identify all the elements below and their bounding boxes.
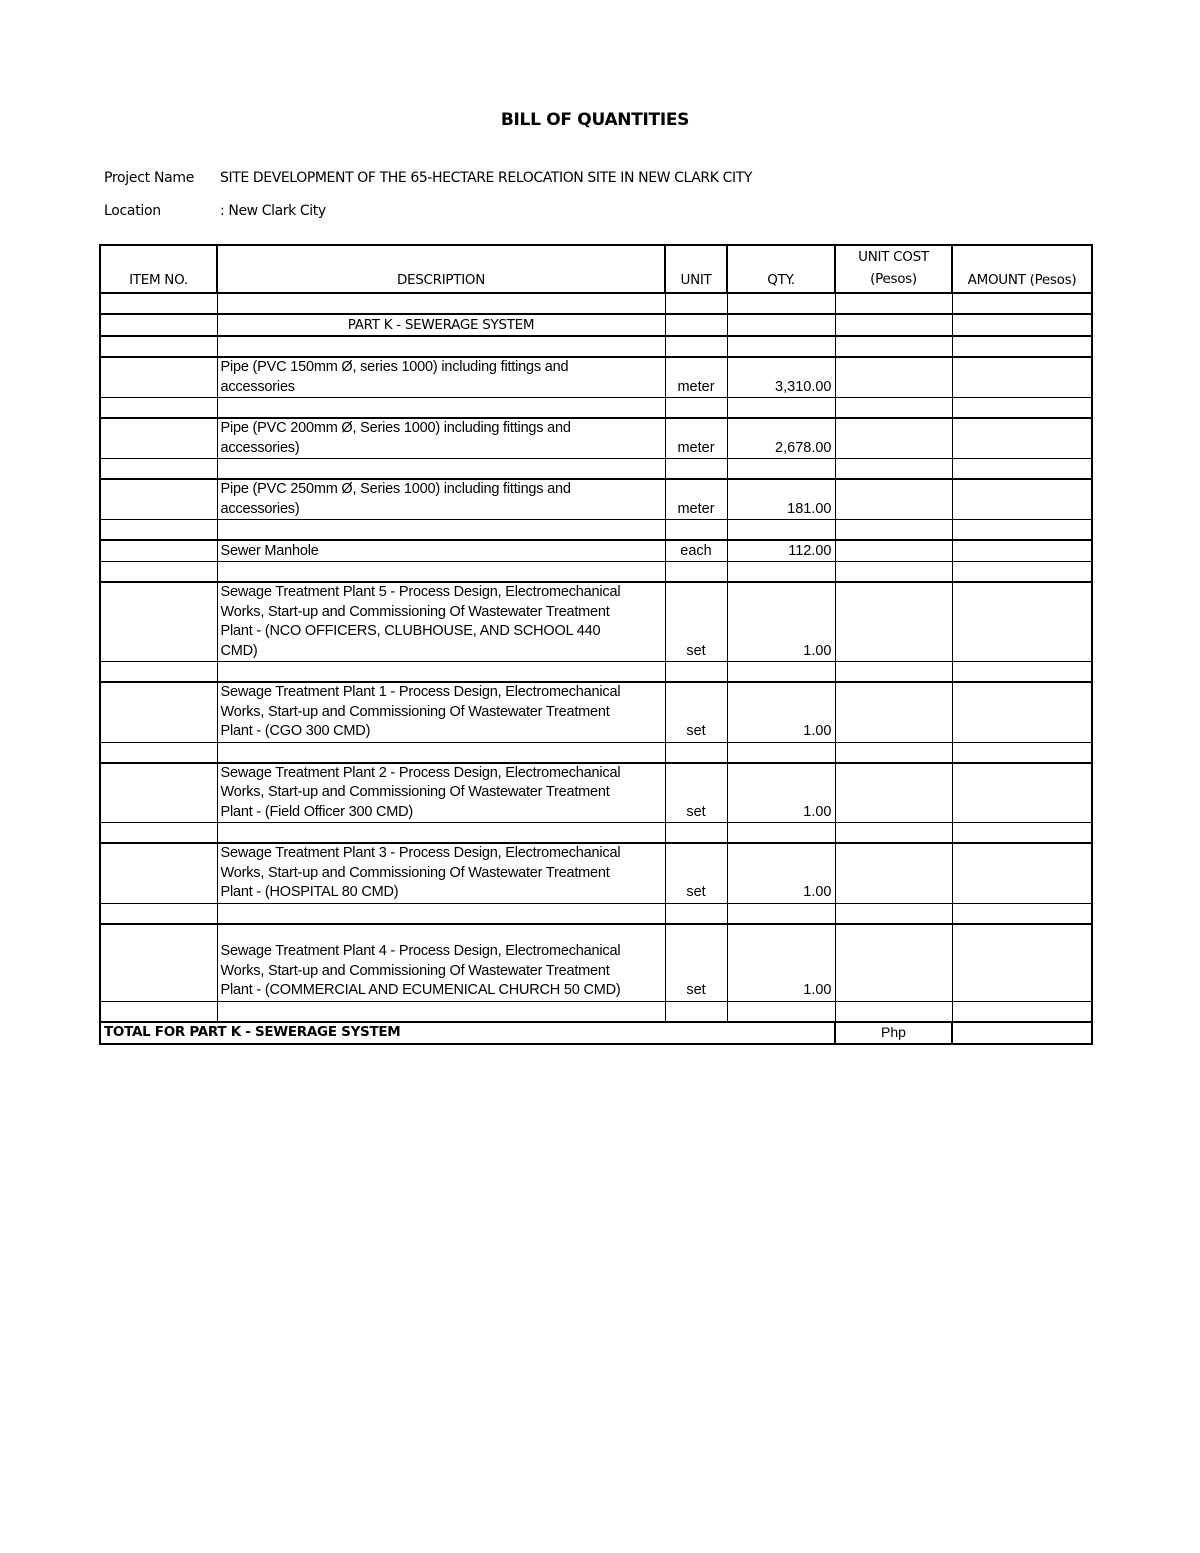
total-currency: Php	[835, 1022, 952, 1044]
item-unit-cost	[835, 843, 952, 903]
item-no-cell	[100, 763, 217, 823]
table-row	[100, 540, 1092, 562]
table-header-row	[100, 245, 1092, 293]
header-unit: UNIT	[665, 245, 727, 293]
item-description: Pipe (PVC 250mm Ø, Series 1000) including fittings and accessories)	[217, 479, 665, 520]
item-no-cell	[100, 418, 217, 459]
item-unit: set	[665, 682, 727, 742]
item-qty: 1.00	[727, 843, 835, 903]
table-row	[100, 682, 1092, 742]
item-amount	[952, 540, 1092, 562]
section-title: PART K - SEWERAGE SYSTEM	[217, 314, 665, 336]
item-unit-cost	[835, 418, 952, 459]
header-unit-cost-line1: UNIT COST	[858, 249, 929, 265]
item-description: Sewage Treatment Plant 3 - Process Design, Electromechanical Works, Start-up and Commissioning Of Wastewater Treatment Plant - (HOSPITAL 80 CMD)	[217, 843, 665, 903]
item-unit-cost	[835, 763, 952, 823]
item-unit-cost	[835, 582, 952, 662]
item-no-cell	[100, 682, 217, 742]
table-row	[100, 357, 1092, 398]
header-unit-cost-line2: (Pesos)	[870, 271, 917, 287]
item-no-cell	[100, 540, 217, 562]
item-unit: each	[665, 540, 727, 562]
item-no-cell	[100, 479, 217, 520]
item-description: Pipe (PVC 200mm Ø, Series 1000) including fittings and accessories)	[217, 418, 665, 459]
item-amount	[952, 924, 1092, 1002]
spacer-row	[100, 742, 1092, 763]
header-amount: AMOUNT (Pesos)	[952, 245, 1092, 293]
table-row	[100, 924, 1092, 1002]
item-qty: 1.00	[727, 924, 835, 1002]
total-row	[100, 1022, 1092, 1044]
spacer-row	[100, 398, 1092, 419]
item-qty: 2,678.00	[727, 418, 835, 459]
header-description: DESCRIPTION	[217, 245, 665, 293]
table-row	[100, 479, 1092, 520]
item-no-cell	[100, 924, 217, 1002]
item-qty: 181.00	[727, 479, 835, 520]
table-row	[100, 418, 1092, 459]
header-qty: QTY.	[727, 245, 835, 293]
item-amount	[952, 843, 1092, 903]
location-label: Location	[104, 203, 161, 219]
item-qty: 3,310.00	[727, 357, 835, 398]
spacer-row	[100, 459, 1092, 480]
spacer-row	[100, 1001, 1092, 1022]
item-amount	[952, 357, 1092, 398]
item-qty: 112.00	[727, 540, 835, 562]
document-title: BILL OF QUANTITIES	[500, 110, 690, 130]
item-description: Sewage Treatment Plant 2 - Process Design, Electromechanical Works, Start-up and Commissioning Of Wastewater Treatment Plant - (Field Officer 300 CMD)	[217, 763, 665, 823]
item-description: Sewage Treatment Plant 5 - Process Design, Electromechanical Works, Start-up and Commissioning Of Wastewater Treatment Plant - (NCO OFFICERS, CLUBHOUSE, AND SCHOOL 440 CMD)	[217, 582, 665, 662]
project-name-label: Project Name	[104, 170, 195, 186]
item-unit: set	[665, 582, 727, 662]
spacer-row	[100, 903, 1092, 924]
item-description: Sewer Manhole	[217, 540, 665, 562]
item-amount	[952, 479, 1092, 520]
item-amount	[952, 582, 1092, 662]
item-amount	[952, 418, 1092, 459]
header-item-no: ITEM NO.	[100, 245, 217, 293]
item-unit: set	[665, 843, 727, 903]
item-unit-cost	[835, 540, 952, 562]
item-qty: 1.00	[727, 582, 835, 662]
item-no-cell	[100, 843, 217, 903]
item-amount	[952, 682, 1092, 742]
bill-of-quantities-table	[99, 244, 1093, 1045]
header-unit-cost	[835, 245, 952, 293]
spacer-row	[100, 823, 1092, 844]
total-amount	[952, 1022, 1092, 1044]
item-unit: set	[665, 763, 727, 823]
item-unit-cost	[835, 924, 952, 1002]
item-unit-cost	[835, 357, 952, 398]
spacer-row	[100, 562, 1092, 583]
item-unit: set	[665, 924, 727, 1002]
table-row	[100, 843, 1092, 903]
item-no-cell	[100, 582, 217, 662]
spacer-row	[100, 662, 1092, 683]
location-value: : New Clark City	[220, 203, 326, 219]
item-amount	[952, 763, 1092, 823]
section-row	[100, 314, 1092, 336]
project-name-value: SITE DEVELOPMENT OF THE 65-HECTARE RELOCATION SITE IN NEW CLARK CITY	[220, 170, 753, 186]
item-unit-cost	[835, 479, 952, 520]
total-label: TOTAL FOR PART K - SEWERAGE SYSTEM	[100, 1022, 835, 1044]
table-row	[100, 763, 1092, 823]
item-unit: meter	[665, 418, 727, 459]
item-qty: 1.00	[727, 763, 835, 823]
item-description: Sewage Treatment Plant 1 - Process Design, Electromechanical Works, Start-up and Commissioning Of Wastewater Treatment Plant - (CGO 300 CMD)	[217, 682, 665, 742]
spacer-row	[100, 520, 1092, 541]
item-unit: meter	[665, 479, 727, 520]
item-qty: 1.00	[727, 682, 835, 742]
item-description: Sewage Treatment Plant 4 - Process Design, Electromechanical Works, Start-up and Commissioning Of Wastewater Treatment Plant - (COMMERCIAL AND ECUMENICAL CHURCH 50 CMD)	[217, 924, 665, 1002]
item-description: Pipe (PVC 150mm Ø, series 1000) including fittings and accessories	[217, 357, 665, 398]
item-unit: meter	[665, 357, 727, 398]
spacer-row	[100, 336, 1092, 357]
table-row	[100, 582, 1092, 662]
spacer-row	[100, 293, 1092, 314]
item-no-cell	[100, 357, 217, 398]
item-unit-cost	[835, 682, 952, 742]
